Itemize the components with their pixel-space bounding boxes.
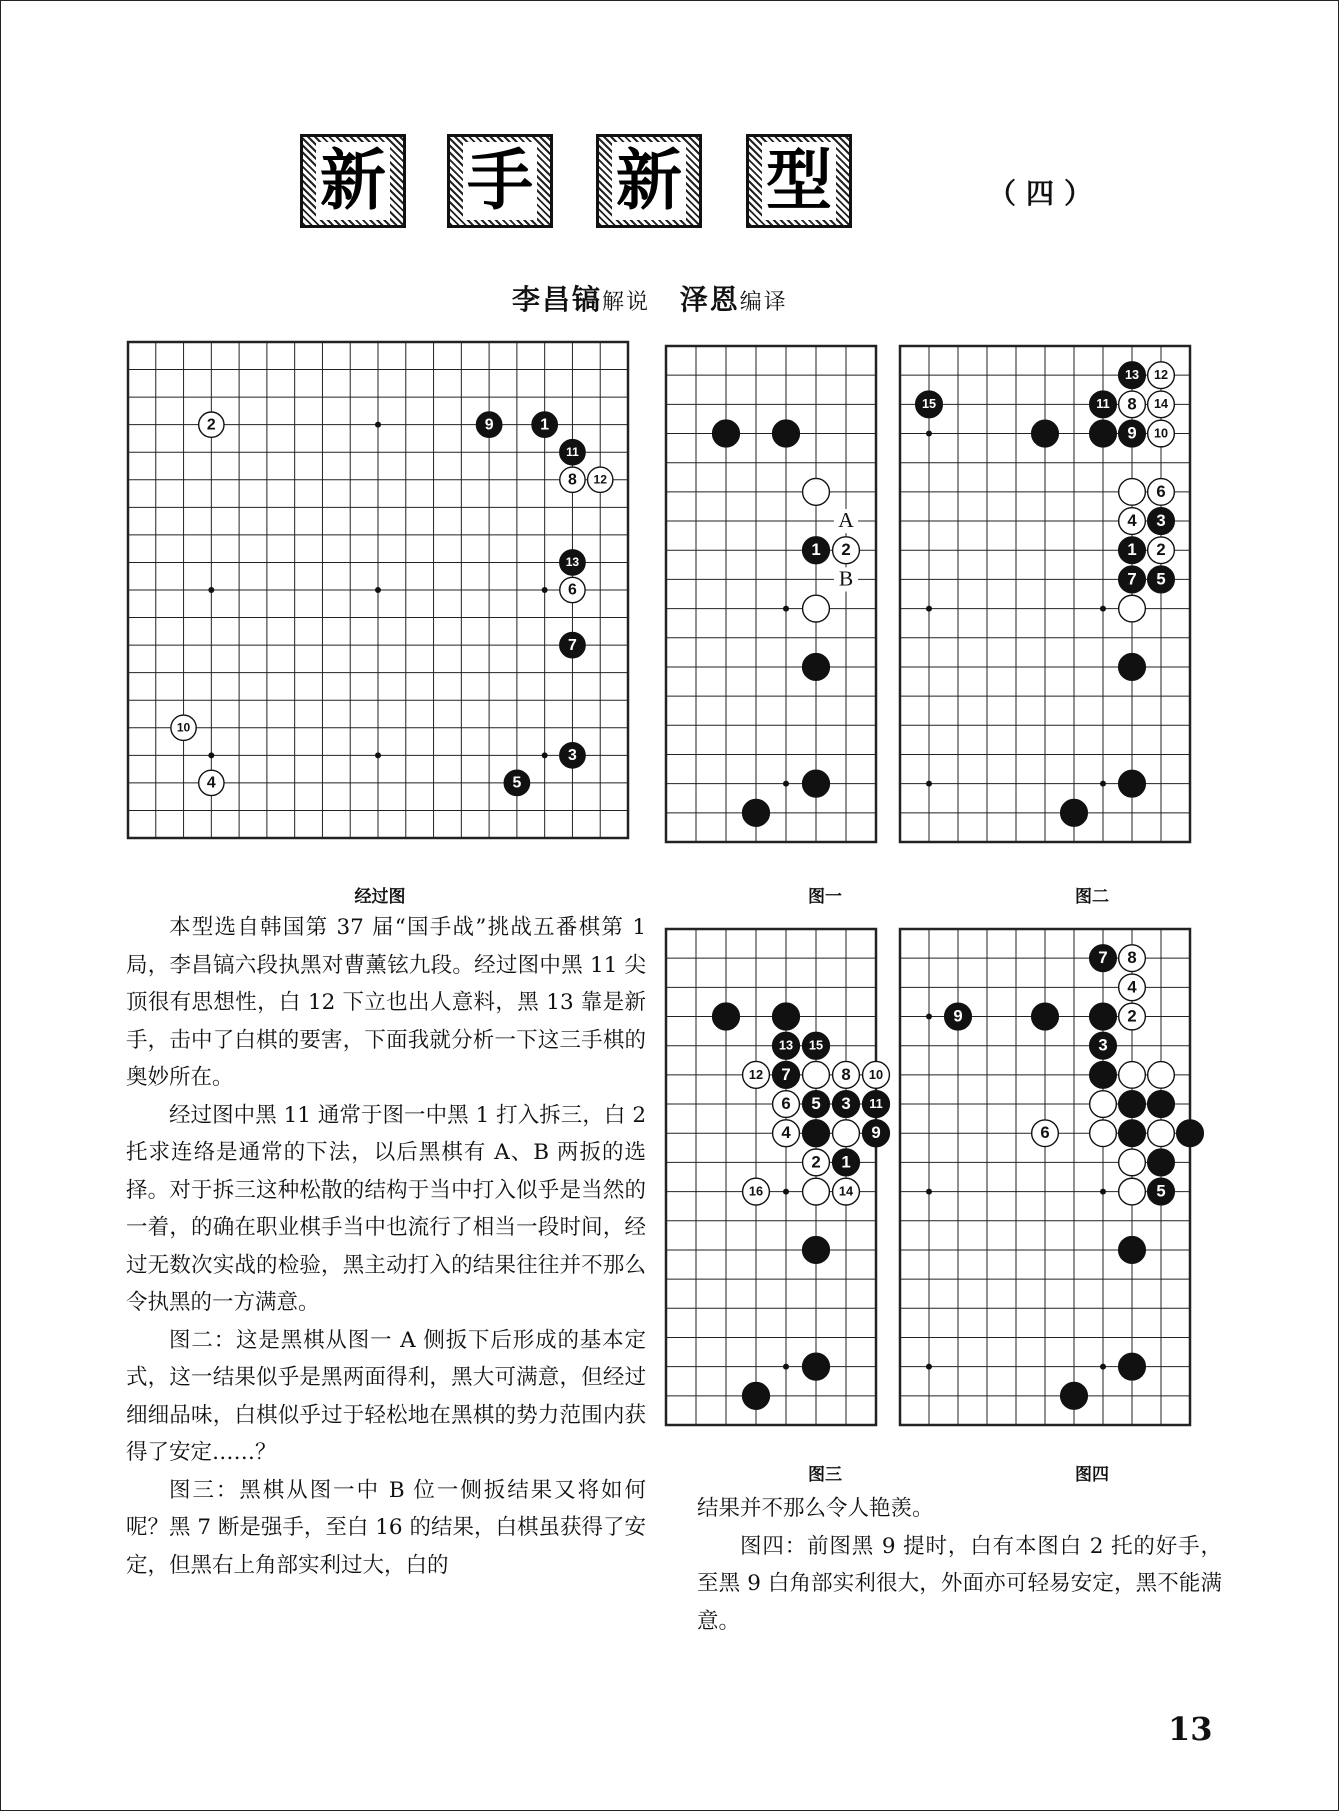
move-number-label: 12 xyxy=(593,472,607,487)
star-point xyxy=(1100,1364,1106,1370)
black-stone xyxy=(1119,654,1146,681)
move-number-label: 2 xyxy=(206,416,216,434)
black-stone xyxy=(1061,799,1088,826)
article-body-right xyxy=(697,1490,1222,1640)
move-number-label: 1 xyxy=(540,416,550,434)
white-stone xyxy=(1119,1149,1146,1176)
move-number-label: 7 xyxy=(568,636,577,654)
move-number-label: 13 xyxy=(778,1037,794,1053)
move-number-label: 1 xyxy=(1127,540,1137,560)
title-char-box xyxy=(596,134,702,228)
star-point xyxy=(375,422,381,428)
move-number-label: 10 xyxy=(176,720,191,735)
move-number-label: 4 xyxy=(1127,510,1137,530)
move-number-label: 6 xyxy=(1156,481,1166,501)
title-char: 新 xyxy=(316,142,390,220)
white-stone xyxy=(803,1061,830,1088)
star-point xyxy=(783,1364,789,1370)
black-stone xyxy=(1119,1237,1146,1264)
star-point xyxy=(1100,781,1106,787)
white-stone xyxy=(803,478,830,505)
move-number-label: 4 xyxy=(206,774,216,792)
move-number-label: 10 xyxy=(1153,426,1169,441)
title-char: 新 xyxy=(612,142,686,220)
star-point xyxy=(208,752,214,758)
move-number-label: 16 xyxy=(748,1183,764,1199)
move-number-label: 2 xyxy=(1156,540,1166,560)
paragraph: 图二：这是黑棋从图一 A 侧扳下后形成的基本定式，这一结果似乎是黑两面得利，黑大可满意，但经过细细品味，白棋似乎过于轻松地在黑棋的势力范围内获得了安定……？ xyxy=(126,1327,646,1465)
title-char-box xyxy=(447,134,553,228)
move-number-label: 6 xyxy=(781,1093,791,1113)
move-number-label: 13 xyxy=(565,555,580,570)
move-number-label: 15 xyxy=(808,1037,824,1053)
move-number-label: 11 xyxy=(566,444,579,459)
white-stone xyxy=(1090,1120,1117,1147)
star-point xyxy=(542,587,548,593)
board-grid xyxy=(666,929,876,1425)
move-number-label: 8 xyxy=(841,1064,851,1084)
star-point xyxy=(208,587,214,593)
white-stone xyxy=(833,1120,860,1147)
title-char-box xyxy=(746,134,852,228)
black-stone xyxy=(803,1353,830,1380)
star-point xyxy=(375,752,381,758)
caption-fig3: 图三 xyxy=(808,1465,842,1485)
translator-name: 泽恩 xyxy=(679,283,740,316)
move-number-label: 8 xyxy=(568,471,577,489)
black-stone xyxy=(713,1003,740,1030)
white-stone xyxy=(1119,479,1146,506)
move-number-label: 9 xyxy=(871,1123,881,1143)
board-fig2-diagram xyxy=(898,344,1192,844)
move-number-label: 6 xyxy=(1040,1123,1050,1143)
board-main-diagram xyxy=(126,340,630,840)
move-number-label: 5 xyxy=(811,1093,821,1113)
move-number-label: 11 xyxy=(869,1095,883,1111)
black-stone xyxy=(1148,1149,1175,1176)
paragraph-continuation: 结果并不那么令人艳羡。 xyxy=(697,1496,934,1521)
star-point xyxy=(926,1189,932,1195)
paragraph: 本型选自韩国第 37 届“国手战”挑战五番棋第 1 局，李昌镐六段执黑对曹薰铉九段。经过图中黑 11 尖顶很有思想性，白 12 下立也出人意料，黑 13 靠是新手，击中了白棋的要害，下面我就分析一下这三手棋的奥妙所在。 xyxy=(126,915,646,1090)
paragraph: 图四：前图黑 9 提时，白有本图白 2 托的好手，至黑 9 白角部实利很大，外面亦可轻易安定，黑不能满意。 xyxy=(697,1533,1222,1634)
move-number-label: 3 xyxy=(841,1093,851,1113)
black-stone xyxy=(1090,1003,1117,1030)
star-point xyxy=(926,606,932,612)
caption-fig4: 图四 xyxy=(1075,1465,1109,1485)
title-subtitle-number: （四） xyxy=(988,177,1103,210)
caption-fig2: 图二 xyxy=(1075,887,1109,907)
title-char: 手 xyxy=(463,142,537,220)
black-stone xyxy=(803,654,830,681)
black-stone xyxy=(1061,1382,1088,1409)
move-number-label: 11 xyxy=(1096,397,1110,412)
move-number-label: 9 xyxy=(953,1006,963,1026)
white-stone xyxy=(1148,1062,1175,1089)
black-stone xyxy=(803,1120,830,1147)
black-stone xyxy=(1177,1120,1204,1147)
black-stone xyxy=(803,1237,830,1264)
black-stone xyxy=(773,1003,800,1030)
black-stone xyxy=(1032,1003,1059,1030)
article-body-left xyxy=(126,909,646,1584)
black-stone xyxy=(1090,420,1117,447)
title-char-box xyxy=(300,134,406,228)
star-point xyxy=(783,1189,789,1195)
move-number-label: 6 xyxy=(568,581,577,599)
black-stone xyxy=(1148,1091,1175,1118)
board-grid xyxy=(666,346,876,842)
white-stone xyxy=(1119,1062,1146,1089)
star-point xyxy=(375,587,381,593)
star-point xyxy=(783,606,789,612)
star-point xyxy=(1100,606,1106,612)
star-point xyxy=(1100,1189,1106,1195)
move-number-label: 1 xyxy=(811,540,821,560)
black-stone xyxy=(743,1382,770,1409)
translator-role: 编译 xyxy=(739,290,788,315)
black-stone xyxy=(1119,1353,1146,1380)
move-number-label: 3 xyxy=(1098,1035,1108,1055)
move-number-label: 5 xyxy=(512,774,522,792)
page-number: 13 xyxy=(1168,1710,1213,1748)
black-stone xyxy=(773,420,800,447)
move-number-label: 7 xyxy=(781,1064,791,1084)
black-stone xyxy=(1119,1120,1146,1147)
move-number-label: 9 xyxy=(484,416,494,434)
move-number-label: 8 xyxy=(1127,948,1137,968)
move-number-label: 10 xyxy=(868,1066,884,1082)
star-point xyxy=(926,781,932,787)
board-fig4-diagram xyxy=(898,927,1192,1427)
byline xyxy=(512,278,788,318)
black-stone xyxy=(743,799,770,826)
move-number-label: 1 xyxy=(841,1152,851,1172)
star-point xyxy=(542,752,548,758)
move-number-label: 2 xyxy=(811,1152,821,1172)
point-letter-label: A xyxy=(838,507,854,532)
black-stone xyxy=(1119,1091,1146,1118)
move-number-label: 4 xyxy=(781,1123,791,1143)
white-stone xyxy=(803,1178,830,1205)
star-point xyxy=(783,781,789,787)
move-number-label: 5 xyxy=(1156,1181,1166,1201)
move-number-label: 2 xyxy=(841,540,851,560)
move-number-label: 14 xyxy=(1153,397,1169,412)
white-stone xyxy=(803,595,830,622)
move-number-label: 8 xyxy=(1127,394,1137,414)
board-fig1-diagram xyxy=(664,344,878,844)
caption-fig1: 图一 xyxy=(808,887,842,907)
star-point xyxy=(926,1014,932,1020)
move-number-label: 13 xyxy=(1124,368,1140,383)
star-point xyxy=(926,1364,932,1370)
move-number-label: 12 xyxy=(748,1066,764,1082)
white-stone xyxy=(1148,1120,1175,1147)
move-number-label: 4 xyxy=(1127,977,1137,997)
black-stone xyxy=(1090,1062,1117,1089)
paragraph: 经过图中黑 11 通常于图一中黑 1 打入拆三，白 2 托求连络是通常的下法，以后黑棋有 A、B 两扳的选择。对于拆三这种松散的结构于当中打入似乎是当然的一着，的确在职业棋手当中也流行了相当一段时间，经过无数次实战的检验，黑主动打入的结果往往并不那么令执黑的一方满意。 xyxy=(126,1102,646,1315)
move-number-label: 7 xyxy=(1098,948,1108,968)
move-number-label: 14 xyxy=(838,1183,854,1199)
move-number-label: 15 xyxy=(921,397,937,412)
white-stone xyxy=(1119,1178,1146,1205)
black-stone xyxy=(803,770,830,797)
title-char: 型 xyxy=(762,142,836,220)
black-stone xyxy=(1032,420,1059,447)
board-fig3-diagram xyxy=(664,927,884,1427)
point-letter-label: B xyxy=(838,566,854,591)
move-number-label: 12 xyxy=(1153,368,1169,383)
author-name: 李昌镐 xyxy=(512,283,603,316)
black-stone xyxy=(713,420,740,447)
paragraph: 图三：黑棋从图一中 B 位一侧扳结果又将如何呢？黑 7 断是强手，至白 16 的结果，白棋虽获得了安定，但黑右上角部实利过大，白的 xyxy=(126,1477,646,1578)
star-point xyxy=(926,431,932,437)
white-stone xyxy=(1119,595,1146,622)
move-number-label: 9 xyxy=(1127,423,1137,443)
caption-main: 经过图 xyxy=(354,887,406,907)
move-number-label: 3 xyxy=(568,747,577,765)
black-stone xyxy=(1119,770,1146,797)
move-number-label: 5 xyxy=(1156,569,1166,589)
move-number-label: 7 xyxy=(1127,569,1137,589)
move-number-label: 3 xyxy=(1156,510,1166,530)
white-stone xyxy=(1090,1091,1117,1118)
author-role: 解说 xyxy=(602,290,651,315)
move-number-label: 2 xyxy=(1127,1006,1137,1026)
